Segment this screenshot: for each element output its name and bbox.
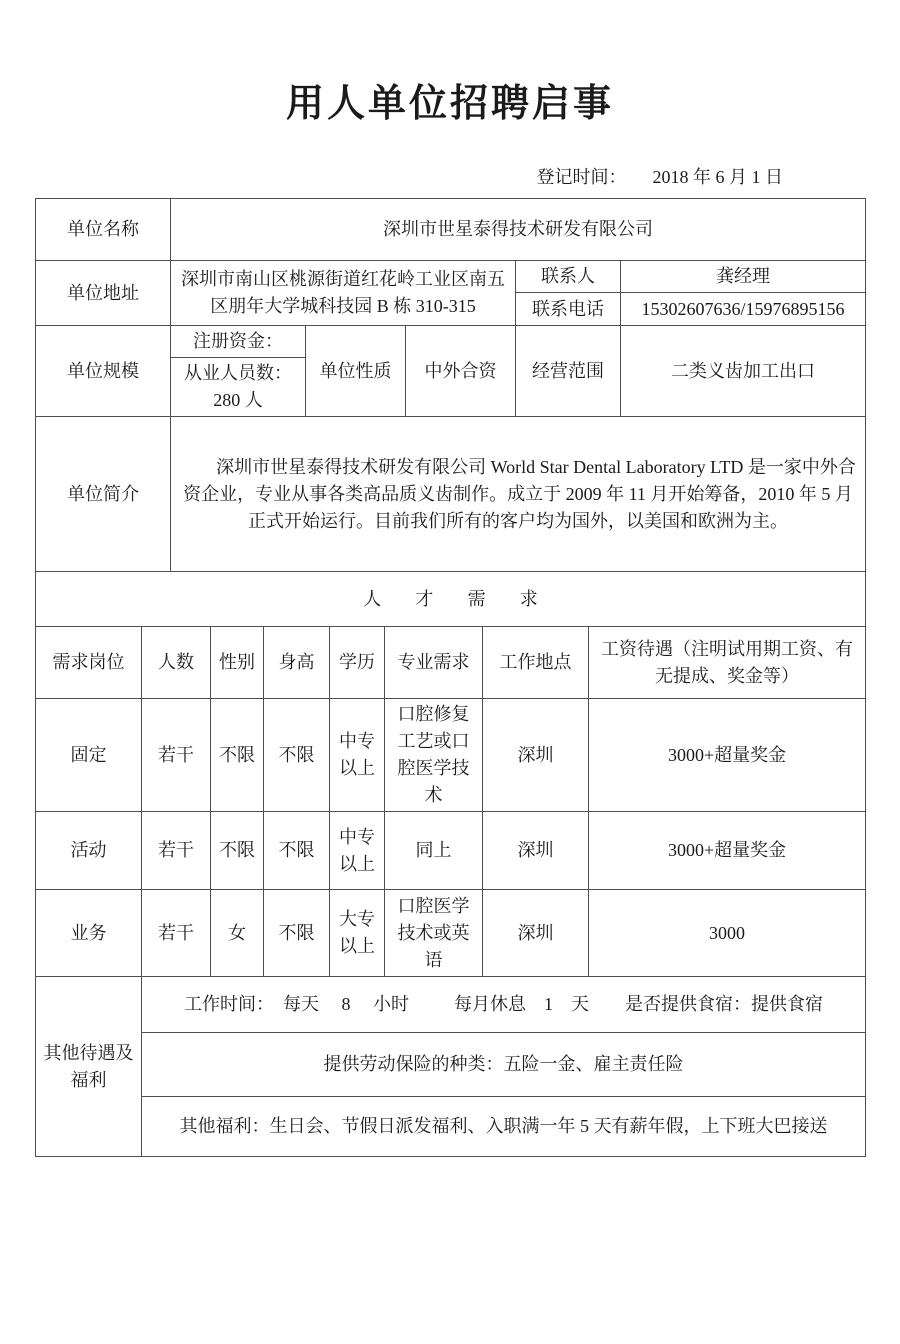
job-location: 深圳: [483, 890, 589, 977]
header-count: 人数: [142, 627, 211, 699]
benefits-work-time: 工作时间： 每天 8 小时 每月休息 1 天 是否提供食宿：提供食宿: [142, 977, 866, 1033]
header-position: 需求岗位: [36, 627, 142, 699]
header-salary: 工资待遇（注明试用期工资、有无提成、奖金等）: [589, 627, 866, 699]
table-row: [36, 261, 866, 293]
unit-intro-text: 深圳市世星泰得技术研发有限公司 World Star Dental Laboratory LTD 是一家中外合资企业，专业从事各类高品质义齿制作。成立于 2009 年 11 月开始筹备，2010 年 5 月正式开始运行。目前我们所有的客户均为国外，以美国和欧洲为主。: [183, 456, 856, 531]
job-position: 业务: [36, 890, 142, 977]
registration-time-value: 2018 年 6 月 1 日: [652, 167, 783, 187]
benefits-insurance: 提供劳动保险的种类：五险一金、雇主责任险: [142, 1033, 866, 1097]
registration-time-line: [35, 163, 865, 189]
unit-intro-label: 单位简介: [36, 417, 171, 572]
job-count: 若干: [142, 812, 211, 890]
job-height: 不限: [264, 699, 330, 812]
business-scope-label: 经营范围: [516, 326, 621, 417]
talent-section-title: 人才需求: [363, 588, 573, 609]
job-height: 不限: [264, 890, 330, 977]
contact-person-label: 联系人: [516, 261, 621, 293]
job-gender: 不限: [211, 699, 264, 812]
job-position: 活动: [36, 812, 142, 890]
job-education: 大专以上: [330, 890, 385, 977]
job-education: 中专以上: [330, 812, 385, 890]
registration-time-label: 登记时间：: [536, 167, 627, 187]
table-row: [36, 977, 866, 1033]
job-gender: 女: [211, 890, 264, 977]
benefits-other: 其他福利：生日会、节假日派发福利、入职满一年 5 天有薪年假，上下班大巴接送: [142, 1097, 866, 1157]
job-salary: 3000: [589, 890, 866, 977]
contact-person-value: 龚经理: [621, 261, 866, 293]
header-height: 身高: [264, 627, 330, 699]
business-scope-value: 二类义齿加工出口: [621, 326, 866, 417]
unit-address-label: 单位地址: [36, 261, 171, 326]
table-row: [36, 417, 866, 572]
unit-name-value: 深圳市世星泰得技术研发有限公司: [171, 199, 866, 261]
job-location: 深圳: [483, 699, 589, 812]
job-location: 深圳: [483, 812, 589, 890]
table-row: [36, 326, 866, 358]
contact-phone-value: 15302607636/15976895156: [621, 293, 866, 326]
job-count: 若干: [142, 890, 211, 977]
job-major: 同上: [385, 812, 483, 890]
page-title: 用人单位招聘启事: [285, 83, 614, 125]
recruitment-document: [0, 72, 900, 1157]
header-gender: 性别: [211, 627, 264, 699]
job-major: 口腔医学技术或英语: [385, 890, 483, 977]
staff-count: 从业人员数：280 人: [171, 358, 306, 417]
unit-nature-value: 中外合资: [406, 326, 516, 417]
job-salary: 3000+超量奖金: [589, 699, 866, 812]
table-row: [36, 572, 866, 627]
job-salary: 3000+超量奖金: [589, 812, 866, 890]
contact-phone-label: 联系电话: [516, 293, 621, 326]
unit-nature-label: 单位性质: [306, 326, 406, 417]
job-row: [36, 699, 866, 812]
job-height: 不限: [264, 812, 330, 890]
talent-section-title-cell: [36, 572, 866, 627]
table-row: [36, 1033, 866, 1097]
unit-address-value: 深圳市南山区桃源街道红花岭工业区南五区朋年大学城科技园 B 栋 310-315: [171, 261, 516, 326]
unit-name-label: 单位名称: [36, 199, 171, 261]
header-major: 专业需求: [385, 627, 483, 699]
unit-intro-cell: [171, 417, 866, 572]
job-position: 固定: [36, 699, 142, 812]
header-location: 工作地点: [483, 627, 589, 699]
job-major: 口腔修复工艺或口腔医学技术: [385, 699, 483, 812]
table-header-row: [36, 627, 866, 699]
registered-capital: 注册资金：: [171, 326, 306, 358]
benefits-label: 其他待遇及福利: [36, 977, 142, 1157]
job-count: 若干: [142, 699, 211, 812]
table-row: [36, 199, 866, 261]
job-row: [36, 890, 866, 977]
job-row: [36, 812, 866, 890]
table-row: [36, 1097, 866, 1157]
header-education: 学历: [330, 627, 385, 699]
unit-scale-label: 单位规模: [36, 326, 171, 417]
job-education: 中专以上: [330, 699, 385, 812]
job-gender: 不限: [211, 812, 264, 890]
recruitment-table: [35, 198, 866, 1157]
